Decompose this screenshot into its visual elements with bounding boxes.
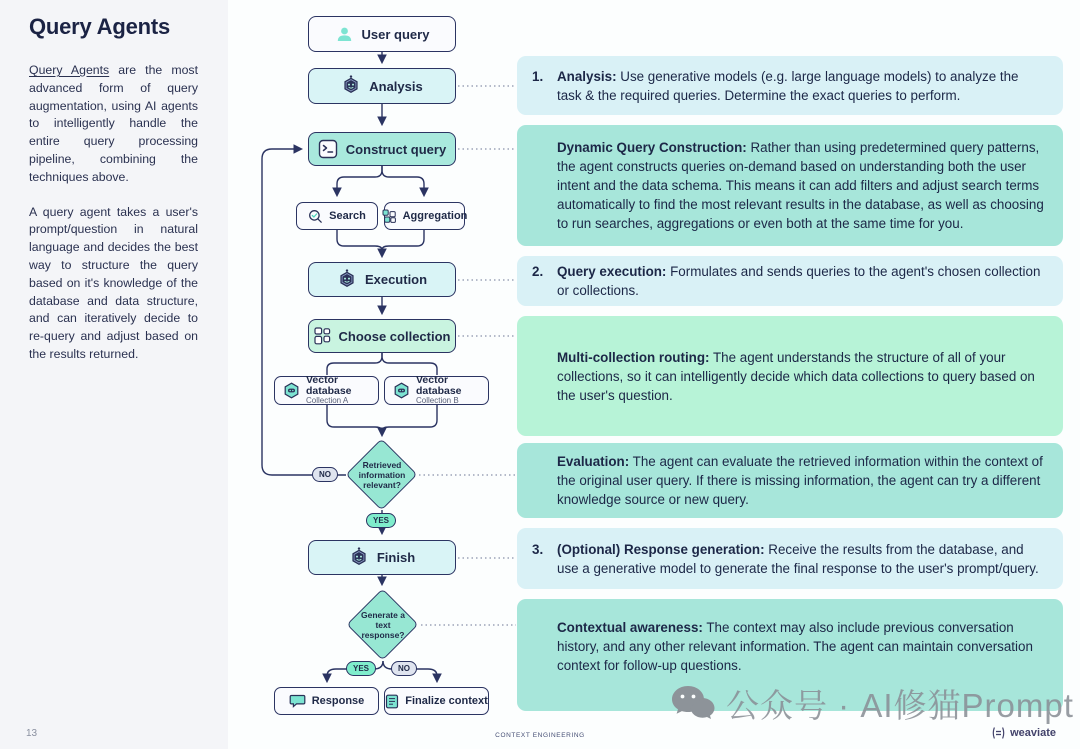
- panel-number: 1.: [532, 68, 544, 84]
- panel-dynamic-query-construction: [517, 125, 1063, 246]
- panel-evaluation: [517, 443, 1063, 518]
- node-aggregation: [384, 202, 468, 230]
- panel-text: Use generative models (e.g. large language models) to analyze the task & the required queries. Determine the exact queries to perform.: [557, 68, 1019, 103]
- no-pill: NO: [312, 467, 338, 482]
- panel-lead: Multi-collection routing:: [557, 349, 710, 365]
- sidebar-paragraph-1-text: are the most advanced form of query augmentation, using AI agents to intelligently handle the entire query processing pipeline, combining the techniques above.: [29, 63, 198, 184]
- user-icon: [335, 25, 354, 44]
- node-label: Finish: [376, 550, 416, 565]
- node-analysis: [308, 68, 456, 104]
- robot-icon: [337, 269, 357, 291]
- decision-label: Retrieved information relevant?: [358, 460, 406, 490]
- panel-query-execution: [517, 256, 1063, 306]
- panel-number: 3.: [532, 541, 544, 557]
- node-label: Vector database: [416, 374, 462, 398]
- node-vector-database-b: [384, 376, 489, 405]
- page-title: Query Agents: [29, 14, 171, 39]
- panel-lead: Dynamic Query Construction:: [557, 140, 747, 155]
- robot-icon: [349, 547, 369, 569]
- panel-text: Receive the results from the database, and use a generative model to generate the final response to the user's prompt/query.: [557, 541, 1039, 576]
- vector-db-icon: [393, 382, 410, 399]
- node-response: [274, 687, 379, 715]
- robot-icon: [341, 75, 361, 97]
- panel-text: The agent understands the structure of all of your collections, so it can intelligently decide which data collections to query based on the user's question.: [557, 349, 1035, 403]
- sidebar-paragraph-1: [29, 62, 198, 187]
- sidebar-paragraph-2: A query agent takes a user's prompt/question in natural language and decides the best way to structure the query based on it's knowledge of the database and data structure, and can iteratively decide to re-query and adjust based on the results returned.: [29, 204, 198, 361]
- aggregation-icon: [382, 209, 397, 224]
- panel-response-generation: [517, 528, 1063, 589]
- node-label: Finalize context: [405, 695, 488, 707]
- node-label: Response: [311, 695, 365, 707]
- panel-lead: Evaluation:: [557, 454, 630, 469]
- node-sublabel: Collection B: [416, 396, 459, 406]
- panel-multi-collection-routing: [517, 316, 1063, 436]
- node-label: Execution: [364, 272, 428, 287]
- node-label: Construct query: [345, 141, 447, 157]
- document-icon: [385, 694, 399, 709]
- node-execution: [308, 262, 456, 297]
- watermark-text: 公众号 · AI修猫Prompt: [726, 687, 1074, 724]
- node-vector-database-a: [274, 376, 379, 405]
- panel-lead: (Optional) Response generation:: [557, 541, 765, 557]
- node-label: User query: [361, 26, 430, 42]
- footer-title: CONTEXT ENGINEERING: [495, 732, 585, 739]
- node-label: Search: [329, 210, 366, 222]
- node-finish: [308, 540, 456, 575]
- node-label: Aggregation: [402, 210, 468, 222]
- yes-pill: YES: [366, 513, 396, 528]
- node-finalize-context: [384, 687, 489, 715]
- search-icon: [308, 209, 323, 224]
- node-user-query: [308, 16, 456, 52]
- page-number: 13: [26, 728, 38, 739]
- panel-lead: Analysis:: [557, 68, 617, 84]
- collections-icon: [314, 327, 331, 345]
- yes-pill: YES: [346, 661, 376, 676]
- panel-text: The context may also include previous conversation history, and any other relevant information. The agent can maintain conversation context for follow-up questions.: [557, 619, 1033, 673]
- node-sublabel: Collection A: [306, 396, 349, 406]
- panel-analysis: [517, 56, 1063, 115]
- query-agents-link[interactable]: Query Agents: [29, 63, 110, 77]
- decision-label: Generate a text response?: [361, 610, 405, 640]
- panel-number: 2.: [532, 264, 544, 279]
- panel-text: The agent can evaluate the retrieved information within the context of the original user query. If there is missing information, the agent can try a different knowledge source or new query.: [557, 454, 1043, 507]
- panel-text: Rather than using predetermined query patterns, the agent constructs queries on-demand based on understanding both the user intent and the data schema. This means it can add filters and adjust search terms automatically to find the most relevant results in the database, as well as choosing to run searches, aggregations or even both at the same time for you.: [557, 140, 1044, 231]
- wechat-icon: [670, 684, 716, 724]
- vector-db-icon: [283, 382, 300, 399]
- chat-bubble-icon: [289, 694, 306, 709]
- node-label: Vector database: [306, 374, 352, 398]
- node-label: Choose collection: [338, 328, 451, 344]
- no-pill: NO: [391, 661, 417, 676]
- node-search: [296, 202, 378, 230]
- node-construct-query: [308, 132, 456, 166]
- terminal-icon: [318, 139, 338, 159]
- panel-lead: Contextual awareness:: [557, 619, 703, 635]
- watermark: [670, 680, 1074, 727]
- panel-lead: Query execution:: [557, 264, 667, 279]
- panel-text: Formulates and sends queries to the agent's chosen collection or collections.: [557, 264, 1041, 298]
- sidebar: [0, 0, 228, 749]
- weaviate-mark-icon: [991, 727, 1006, 739]
- weaviate-logo: [991, 727, 1056, 739]
- brand-name: weaviate: [1010, 727, 1056, 739]
- node-label: Analysis: [369, 78, 423, 94]
- node-choose-collection: [308, 319, 456, 353]
